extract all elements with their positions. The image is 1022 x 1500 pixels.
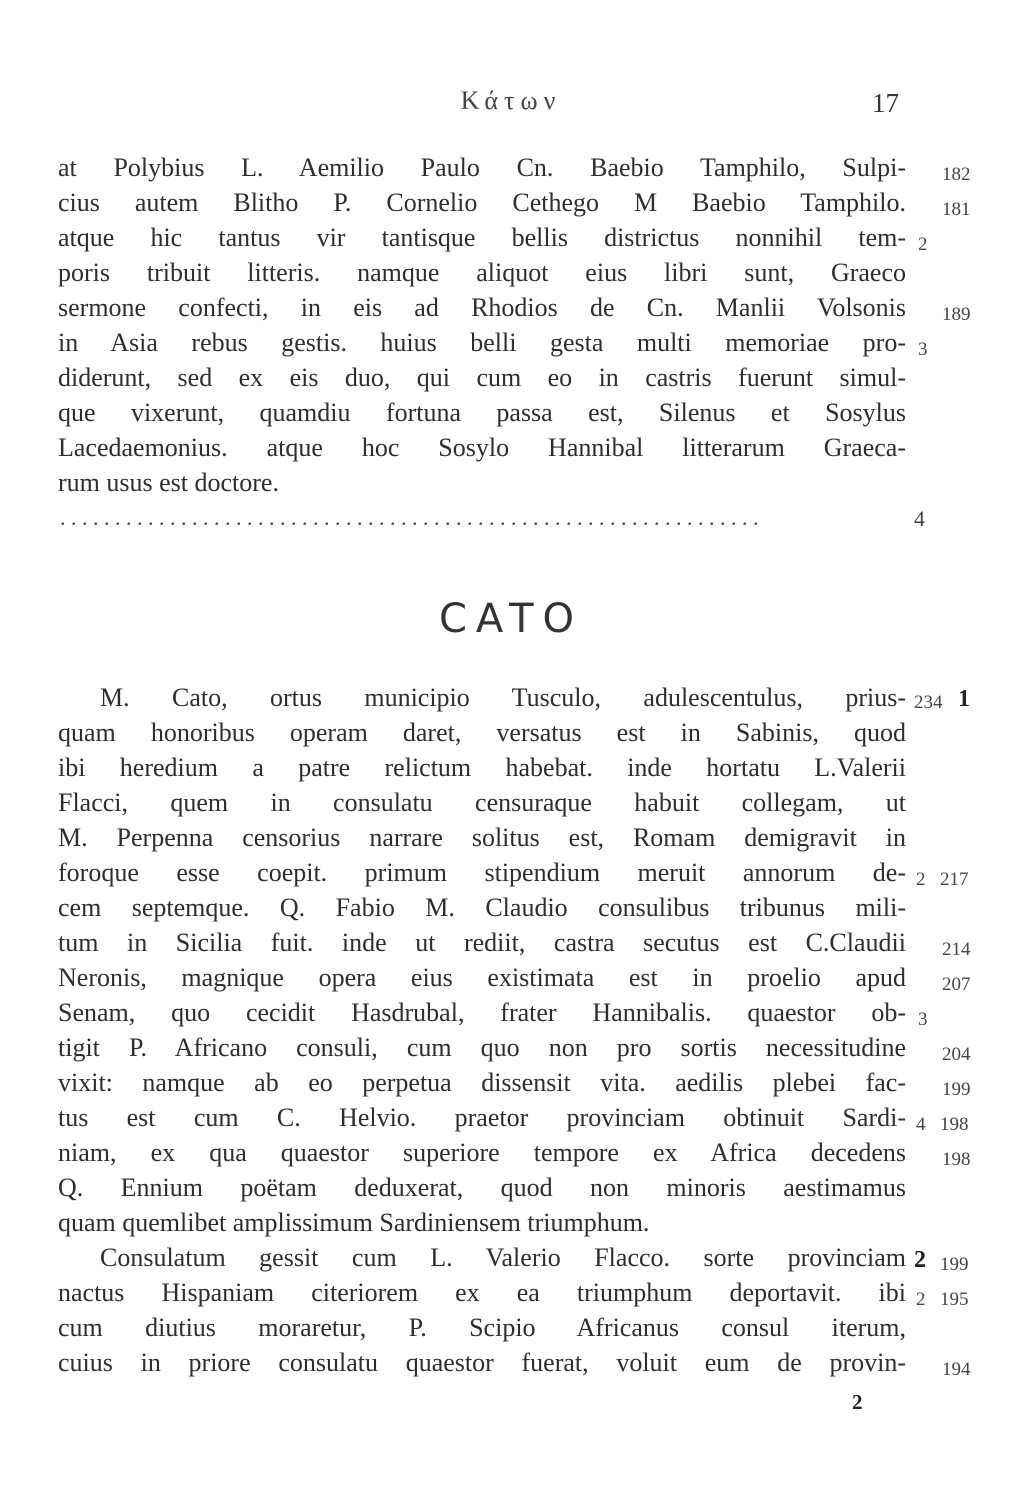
margin-year: 189: [942, 304, 971, 325]
margin-chapter: 2: [916, 1289, 926, 1310]
margin-year: 207: [942, 974, 971, 995]
text-line: M. Perpenna censorius narrare solitus est, Romam demigravit in: [58, 823, 906, 852]
text-line: Flacci, quem in consulatu censuraque habuit collegam, ut: [58, 788, 906, 817]
margin-year: 181: [942, 199, 971, 220]
text-line: quam honoribus operam daret, versatus est in Sabinis, quod: [58, 718, 906, 747]
margin-year: 214: [942, 939, 971, 960]
margin-year: 198: [942, 1149, 971, 1170]
text-line: vixit: namque ab eo perpetua dissensit vita. aedilis plebei fac-: [58, 1068, 906, 1097]
ellipsis-dots: . . . . . . . . . . . . . . . . . . . . . . . . . . . . . . . . . . . . . . . . . . . . . . . . . . . . . . . . . . . . . . . .: [60, 505, 759, 530]
margin-year: 217: [940, 869, 969, 890]
text-line: Consulatum gessit cum L. Valerio Flacco. sorte provinciam: [100, 1243, 906, 1272]
margin-year: 198: [940, 1114, 969, 1135]
margin-year: 234: [914, 692, 943, 713]
margin-chapter-bold: 2: [914, 1247, 926, 1273]
text-line: atque hic tantus vir tantisque bellis districtus nonnihil tem-: [58, 223, 906, 252]
margin-chapter: 4: [914, 506, 925, 531]
text-line: tigit P. Africano consuli, cum quo non pro sortis necessitudine: [58, 1033, 906, 1062]
margin-chapter-bold: 1: [958, 686, 970, 712]
margin-chapter: 4: [916, 1114, 926, 1135]
text-line: niam, ex qua quaestor superiore tempore ex Africa decedens: [58, 1138, 906, 1167]
text-line: rum usus est doctore.: [58, 468, 279, 497]
page-number: 17: [872, 88, 899, 118]
margin-year: 199: [942, 1079, 971, 1100]
text-line: at Polybius L. Aemilio Paulo Cn. Baebio Tamphilo, Sulpi-: [58, 153, 906, 182]
text-line: quam quemlibet amplissimum Sardiniensem triumphum.: [58, 1208, 650, 1237]
text-line: cius autem Blitho P. Cornelio Cethego M Baebio Tamphilo.: [58, 188, 906, 217]
margin-chapter: 2: [916, 869, 926, 890]
margin-year: 194: [942, 1359, 971, 1380]
text-line: sermone confecti, in eis ad Rhodios de Cn. Manlii Volsonis: [58, 293, 906, 322]
text-line: M. Cato, ortus municipio Tusculo, adulescentulus, prius-: [100, 683, 906, 712]
margin-year: 195: [940, 1289, 969, 1310]
text-line: cem septemque. Q. Fabio M. Claudio consulibus tribunus mili-: [58, 893, 906, 922]
margin-chapter: 3: [918, 1009, 928, 1030]
text-line: ibi heredium a patre relictum habebat. inde hortatu L.Valerii: [58, 753, 906, 782]
margin-chapter: 2: [918, 234, 928, 255]
text-line: Q. Ennium poëtam deduxerat, quod non minoris aestimamus: [58, 1173, 906, 1202]
margin-chapter: 3: [918, 339, 928, 360]
text-line: foroque esse coepit. primum stipendium meruit annorum de-: [58, 858, 906, 887]
text-line: poris tribuit litteris. namque aliquot eius libri sunt, Graeco: [58, 258, 906, 287]
text-line: in Asia rebus gestis. huius belli gesta multi memoriae pro-: [58, 328, 906, 357]
text-line: tum in Sicilia fuit. inde ut rediit, castra secutus est C.Claudii: [58, 928, 906, 957]
margin-year: 204: [942, 1044, 971, 1065]
signature-mark: 2: [852, 1390, 863, 1414]
text-line: Lacedaemonius. atque hoc Sosylo Hannibal litterarum Graeca-: [58, 433, 906, 462]
running-head-title: Κάτων: [460, 86, 562, 115]
text-line: Neronis, magnique opera eius existimata est in proelio apud: [58, 963, 906, 992]
margin-year: 182: [942, 164, 971, 185]
margin-year: 199: [940, 1254, 969, 1275]
text-line: tus est cum C. Helvio. praetor provinciam obtinuit Sardi-: [58, 1103, 906, 1132]
text-line: cuius in priore consulatu quaestor fuerat, voluit eum de provin-: [58, 1348, 906, 1377]
text-line: nactus Hispaniam citeriorem ex ea triumphum deportavit. ibi: [58, 1278, 906, 1307]
text-line: cum diutius moraretur, P. Scipio Africanus consul iterum,: [58, 1313, 906, 1342]
section-title: CATO: [438, 596, 584, 642]
text-line: Senam, quo cecidit Hasdrubal, frater Hannibalis. quaestor ob-: [58, 998, 906, 1027]
text-line: que vixerunt, quamdiu fortuna passa est, Silenus et Sosylus: [58, 398, 906, 427]
text-line: diderunt, sed ex eis duo, qui cum eo in castris fuerunt simul-: [58, 363, 906, 392]
